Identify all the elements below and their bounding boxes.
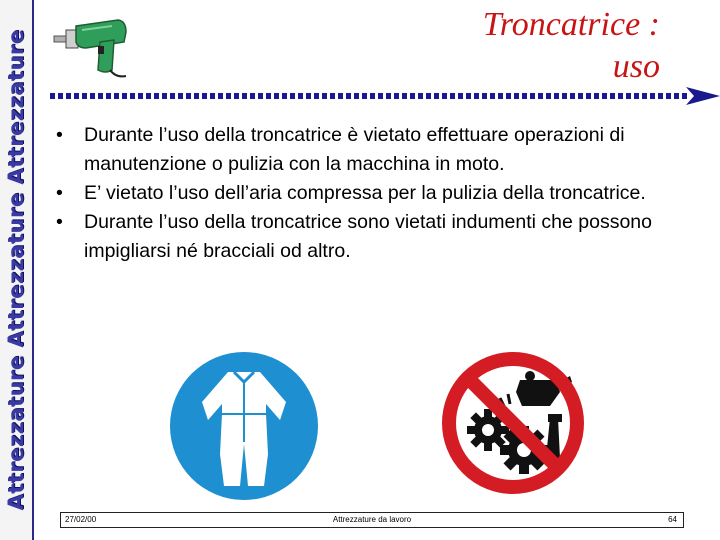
list-item bbox=[56, 121, 696, 179]
footer-title: Attrezzature da lavoro bbox=[332, 515, 412, 524]
bullet-text: E’ vietato l’uso dell’aria compressa per la pulizia della troncatrice. bbox=[84, 182, 646, 204]
title-line-2: uso bbox=[612, 48, 660, 85]
footer-date: 27/02/00 bbox=[65, 515, 97, 524]
no-cleaning-maintenance-sign-icon bbox=[438, 348, 588, 498]
sidebar-banner bbox=[0, 0, 34, 540]
bullet-list bbox=[56, 121, 696, 266]
protective-overalls-sign-icon bbox=[168, 350, 320, 502]
dotted-arrow-divider bbox=[48, 84, 720, 108]
list-item bbox=[56, 179, 696, 208]
bullet-marker: • bbox=[56, 211, 63, 233]
page-number: 64 bbox=[668, 515, 677, 524]
page-title bbox=[483, 4, 660, 88]
list-item bbox=[56, 208, 696, 266]
power-drill-icon bbox=[52, 12, 132, 82]
bullet-marker: • bbox=[56, 124, 63, 146]
bullet-text: Durante l’uso della troncatrice è vietato effettuare operazioni di manutenzione o pulizia con la macchina in moto. bbox=[84, 124, 625, 175]
sidebar-text: Attrezzature Attrezzature Attrezzature bbox=[4, 29, 28, 511]
footer-bar bbox=[60, 512, 684, 528]
bullet-marker: • bbox=[56, 182, 63, 204]
bullet-text: Durante l’uso della troncatrice sono vietati indumenti che possono impigliarsi né bracciali od altro. bbox=[84, 211, 652, 262]
title-line-1: Troncatrice : bbox=[482, 6, 660, 43]
